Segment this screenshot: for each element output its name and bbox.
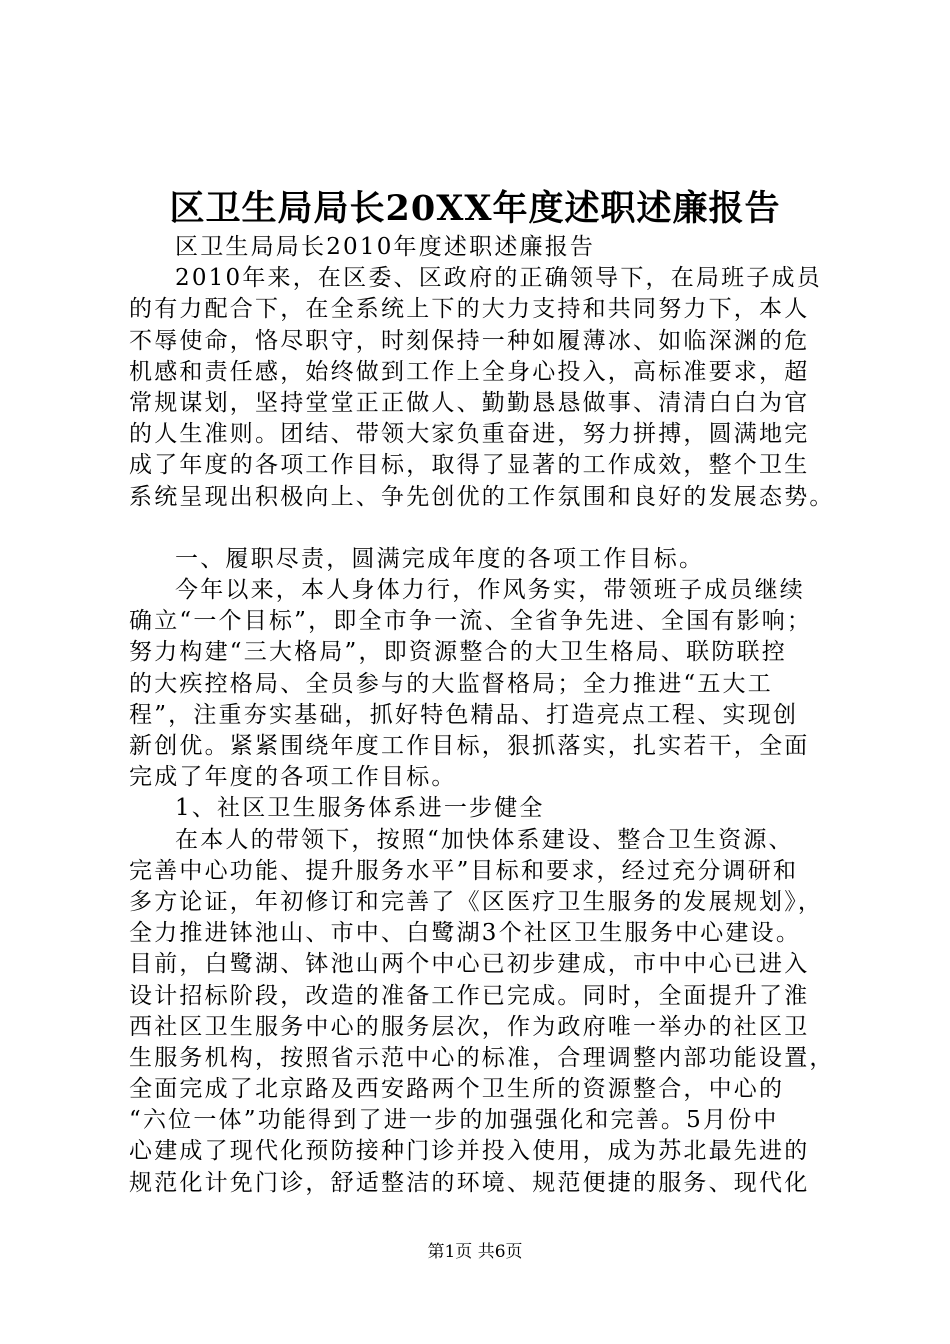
text-line: 在本人的带领下，按照“加快体系建设、整合卫生资源、 [175, 826, 794, 853]
text-line: 1、社区卫生服务体系进一步健全 [175, 795, 545, 822]
text-line: 目前，白鹭湖、钵池山两个中心已初步建成，市中中心已进入 [129, 951, 810, 978]
text-line: 成了年度的各项工作目标，取得了显著的工作成效，整个卫生 [129, 452, 810, 479]
text-line: 生服务机构，按照省示范中心的标准，合理调整内部功能设置， [129, 1044, 835, 1071]
text-line: 的有力配合下，在全系统上下的大力支持和共同努力下，本人 [129, 296, 810, 323]
text-line: 完成了年度的各项工作目标。 [129, 764, 457, 791]
text-line: 一、履职尽责，圆满完成年度的各项工作目标。 [175, 545, 705, 572]
text-line: 程”，注重夯实基础，抓好特色精品、打造亮点工程、实现创 [129, 701, 799, 728]
text-line: 的大疾控格局、全员参与的大监督格局；全力推进“五大工 [129, 670, 773, 697]
text-line: 常规谋划，坚持堂堂正正做人、勤勤恳恳做事、清清白白为官 [129, 389, 810, 416]
text-line: 全面完成了北京路及西安路两个卫生所的资源整合，中心的 [129, 1076, 785, 1103]
document-body [129, 232, 841, 1199]
text-line: “六位一体”功能得到了进一步的加强强化和完善。5月份中 [129, 1107, 779, 1134]
document-title: 区卫生局局长20XX年度述职述廉报告 [169, 188, 781, 229]
text-line: 西社区卫生服务中心的服务层次，作为政府唯一举办的社区卫 [129, 1013, 810, 1040]
paragraph-gap [129, 513, 841, 544]
text-line: 2010年来，在区委、区政府的正确领导下，在局班子成员 [175, 265, 822, 292]
text-line: 今年以来，本人身体力行，作风务实，带领班子成员继续 [175, 577, 805, 604]
text-line: 心建成了现代化预防接种门诊并投入使用，成为苏北最先进的 [129, 1138, 810, 1165]
text-line: 不辱使命，恪尽职守，时刻保持一种如履薄冰、如临深渊的危 [129, 327, 810, 354]
text-line: 新创优。紧紧围绕年度工作目标，狠抓落实，扎实若干，全面 [129, 733, 810, 759]
text-line: 多方论证，年初修订和完善了《区医疗卫生服务的发展规划》， [129, 888, 824, 915]
text-line: 努力构建“三大格局”，即资源整合的大卫生格局、联防联控 [129, 639, 787, 666]
text-line: 系统呈现出积极向上、争先创优的工作氛围和良好的发展态势。 [129, 483, 835, 510]
text-line: 机感和责任感，始终做到工作上全身心投入，高标准要求，超 [129, 358, 810, 385]
text-line: 的人生准则。团结、带领大家负重奋进，努力拼搏，圆满地完 [129, 421, 810, 448]
text-line: 规范化计免门诊，舒适整洁的环境、规范便捷的服务、现代化 [129, 1169, 810, 1196]
text-line: 区卫生局局长2010年度述职述廉报告 [175, 234, 596, 260]
text-line: 全力推进钵池山、市中、白鹭湖3个社区卫生服务中心建设。 [129, 920, 802, 947]
text-line: 确立“一个目标”，即全市争一流、全省争先进、全国有影响； [129, 608, 813, 635]
text-line: 设计招标阶段，改造的准备工作已完成。同时，全面提升了淮 [129, 982, 810, 1009]
text-line: 完善中心功能、提升服务水平”目标和要求，经过充分调研和 [129, 857, 799, 884]
page-footer: 第1页 共6页 [427, 1242, 523, 1262]
